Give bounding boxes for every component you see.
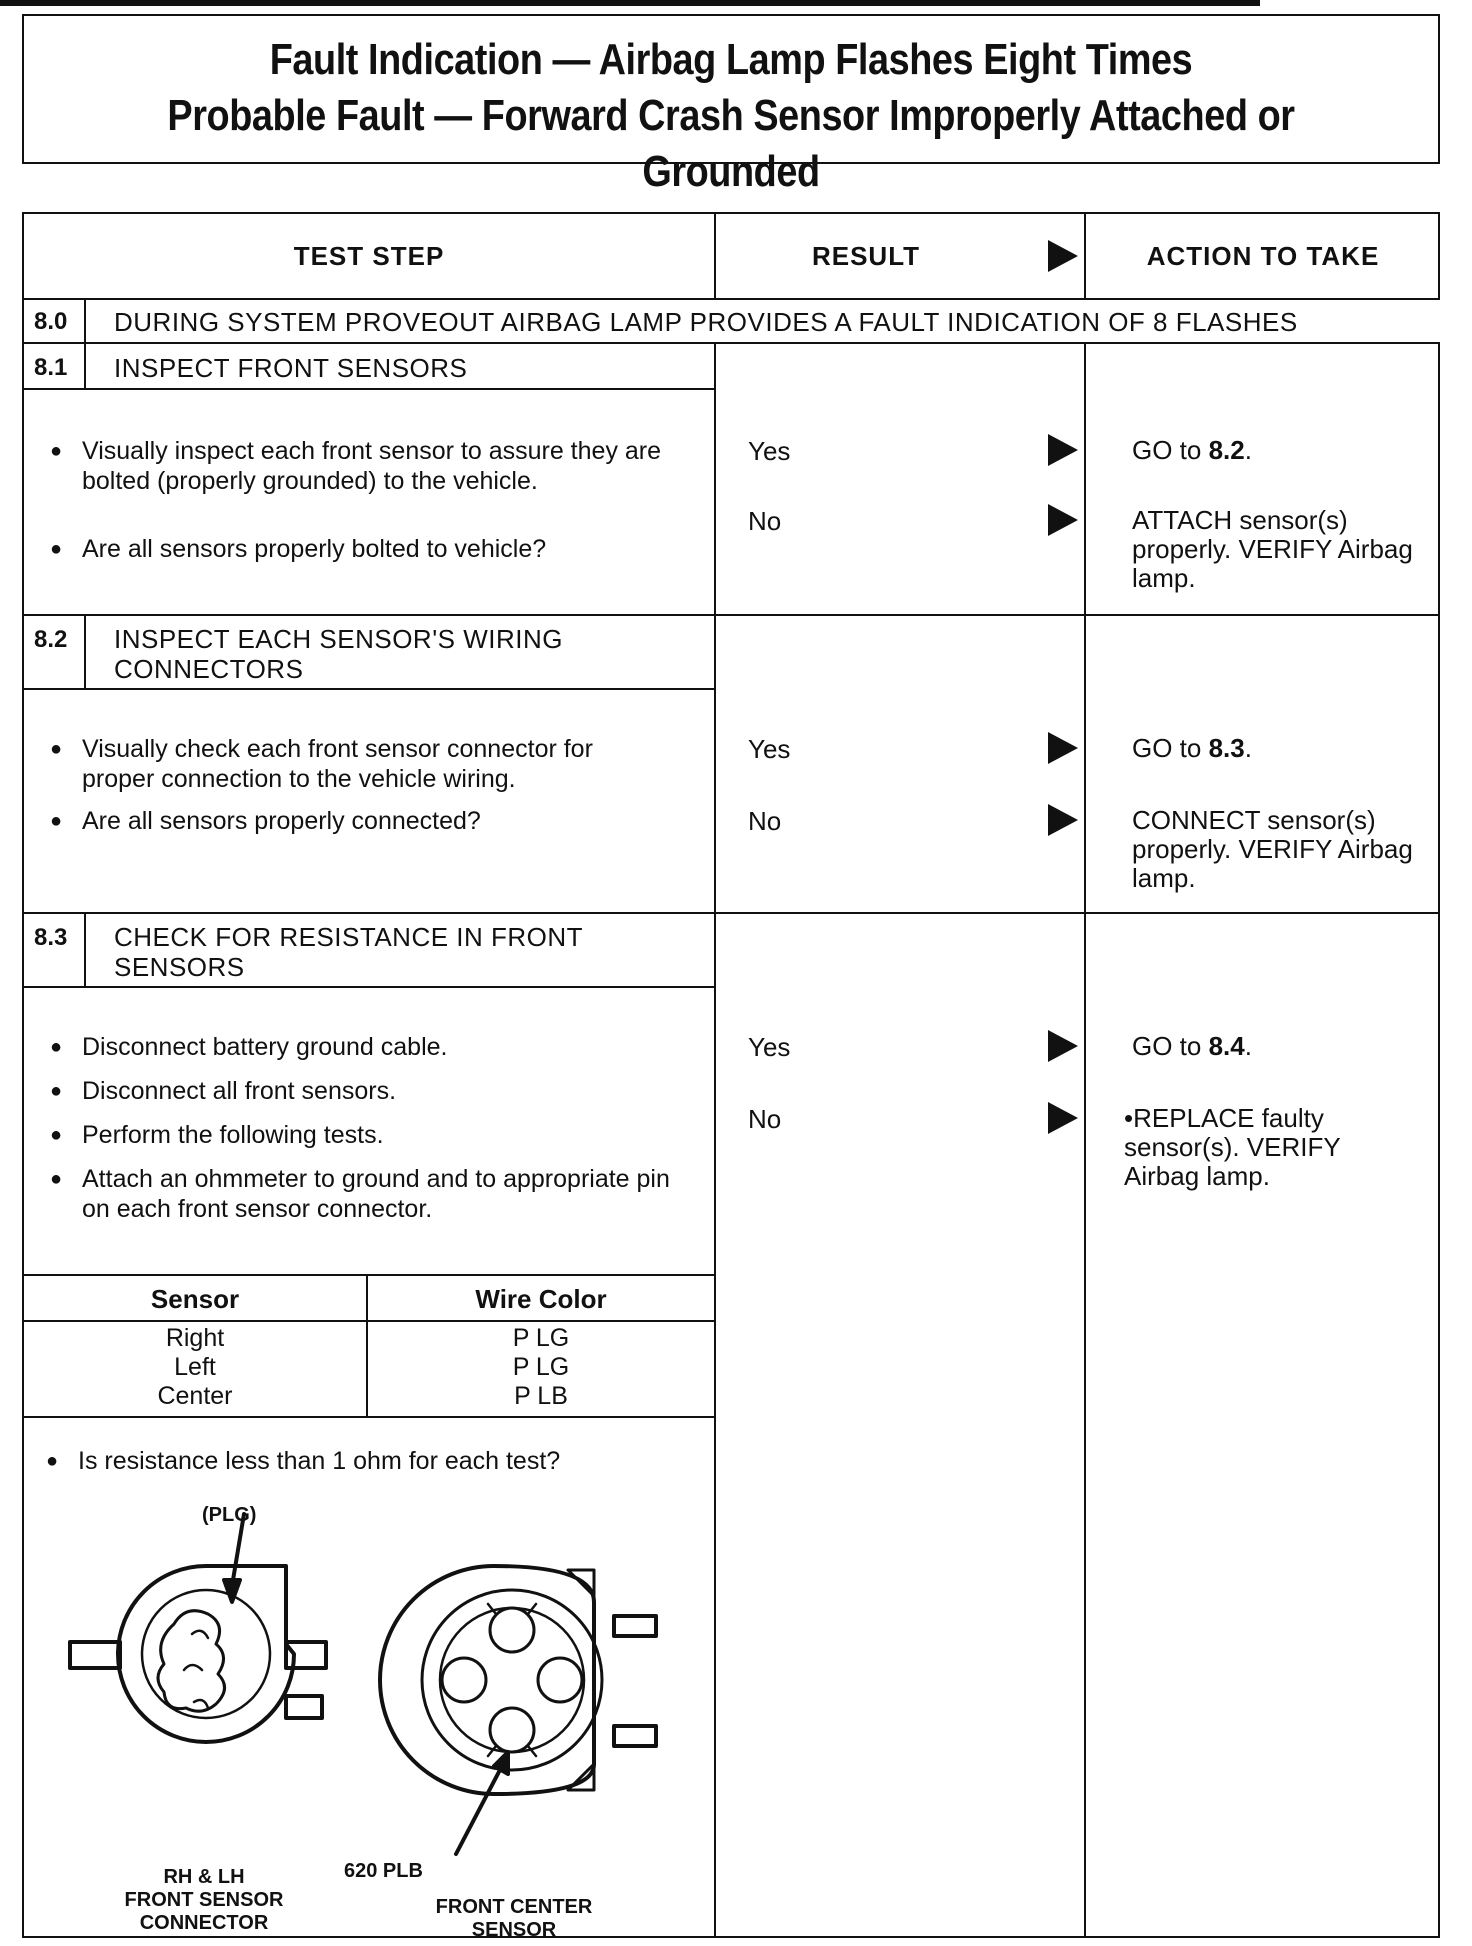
diagnostic-table	[22, 212, 1440, 1941]
step-8-1-yes-action-ref: 8.2	[1208, 435, 1245, 465]
step-8-2-num-divider	[84, 616, 86, 688]
rh-lh-connector-body-icon	[118, 1566, 294, 1742]
step-8-2-yes-action-suffix: .	[1244, 733, 1252, 763]
step-8-1-yes-action-suffix: .	[1244, 435, 1252, 465]
step-8-2-title: INSPECT EACH SENSOR'S WIRING CONNECTORS	[114, 624, 563, 684]
step-8-3-yes-action-suffix: .	[1244, 1031, 1252, 1061]
step-8-2-rule	[24, 912, 1440, 914]
step-8-3-yes-action	[1132, 1032, 1252, 1061]
step-8-1-result-yes: Yes	[748, 436, 791, 466]
step-8-3-bullet-1: ● Disconnect battery ground cable.	[50, 1032, 670, 1062]
step-8-3-title: CHECK FOR RESISTANCE IN FRONT SENSORS	[114, 922, 583, 982]
wire-table-sensor-left: Left	[174, 1353, 216, 1381]
rh-lh-caption-line-2: FRONT SENSOR	[124, 1889, 284, 1911]
wire-table-header-sensor: Sensor	[150, 1284, 240, 1314]
rh-lh-caption-line-3: CONNECTOR	[139, 1912, 269, 1934]
step-8-1-title: INSPECT FRONT SENSORS	[114, 353, 468, 383]
step-8-2-result-yes: Yes	[748, 734, 791, 764]
step-8-2-bullet-1: ● Visually check each front sensor connector for proper connection to the vehicle wiring.	[50, 734, 670, 794]
step-8-2-title-rule	[24, 688, 714, 690]
wire-table-bottom-rule	[24, 1416, 714, 1418]
header-arrow-icon	[1048, 240, 1078, 272]
step-8-2-bullet-2: ● Are all sensors properly connected?	[50, 806, 670, 836]
step-8-1-bullet-2: ● Are all sensors properly bolted to vehicle?	[50, 534, 670, 564]
sensor-connector-diagram	[24, 1484, 714, 1904]
header-action: ACTION TO TAKE	[1146, 240, 1380, 271]
col-divider-2	[1084, 214, 1086, 1936]
step-8-1-no-action: ATTACH sensor(s) properly. VERIFY Airbag lamp.	[1132, 505, 1413, 593]
col-divider-1	[714, 214, 716, 1936]
step-8-1-title-rule	[24, 388, 714, 390]
wire-table-wire-right: P LG	[512, 1324, 570, 1352]
step-8-3-bullet-3: ● Perform the following tests.	[50, 1120, 670, 1150]
fault-indication-title: Fault Indication — Airbag Lamp Flashes Eight Times	[269, 35, 1193, 84]
step-8-1-bullet-1: ● Visually inspect each front sensor to assure they are bolted (properly grounded) to the vehicle.	[50, 436, 670, 496]
step-8-1-yes-action	[1132, 436, 1252, 465]
step-8-2-number: 8.2	[34, 626, 68, 653]
top-rule	[0, 0, 1260, 6]
header-result: RESULT	[811, 240, 921, 271]
step-8-3-yes-arrow-icon	[1048, 1030, 1078, 1062]
plb-label: 620 PLB	[344, 1860, 423, 1882]
plg-label: (PLG)	[202, 1504, 257, 1526]
step-8-2-yes-action	[1132, 734, 1252, 763]
step-8-0-number: 8.0	[34, 308, 68, 335]
step-8-1-result-no: No	[748, 506, 782, 536]
step-8-2-no-action: CONNECT sensor(s) properly. VERIFY Airbag lamp.	[1132, 805, 1413, 893]
step-8-2-yes-arrow-icon	[1048, 732, 1078, 764]
step-8-3-title-rule	[24, 986, 714, 988]
wire-table-header-rule	[24, 1320, 714, 1322]
step-8-2-yes-action-prefix: GO to	[1132, 733, 1209, 763]
wire-table-wire-center: P LB	[514, 1382, 568, 1410]
step-8-2-yes-action-ref: 8.3	[1208, 733, 1245, 763]
header-test-step: TEST STEP	[293, 240, 445, 271]
step-8-2-result-no: No	[748, 806, 782, 836]
wire-table-header-wire: Wire Color	[475, 1284, 607, 1314]
step-8-3-bullet-4: ● Attach an ohmmeter to ground and to appropriate pin on each front sensor connector.	[50, 1164, 670, 1224]
step-8-3-yes-action-ref: 8.4	[1208, 1031, 1245, 1061]
step-8-3-no-arrow-icon	[1048, 1102, 1078, 1134]
step-8-3-num-divider	[84, 914, 86, 986]
probable-fault-title: Probable Fault — Forward Crash Sensor Improperly Attached or Grounded	[167, 91, 1295, 196]
step-8-3-bullet-5: ● Is resistance less than 1 ohm for each test?	[46, 1446, 686, 1476]
step-8-1-number: 8.1	[34, 354, 68, 381]
wire-table-sensor-right: Right	[165, 1324, 225, 1352]
step-8-3-number: 8.3	[34, 924, 68, 951]
step-8-0-num-divider	[84, 300, 86, 342]
step-8-0-text: DURING SYSTEM PROVEOUT AIRBAG LAMP PROVIDES A FAULT INDICATION OF 8 FLASHES	[114, 307, 1298, 337]
front-center-caption-line-2: SENSOR	[471, 1919, 557, 1941]
step-8-3-bullet-2: ● Disconnect all front sensors.	[50, 1076, 670, 1106]
wire-table-wire-left: P LG	[512, 1353, 570, 1381]
rh-lh-caption-line-1: RH & LH	[163, 1866, 245, 1888]
step-8-0-rule	[24, 342, 1440, 344]
step-8-2-no-arrow-icon	[1048, 804, 1078, 836]
step-8-3-result-no: No	[748, 1104, 782, 1134]
step-8-1-yes-action-prefix: GO to	[1132, 435, 1209, 465]
step-8-3-yes-action-prefix: GO to	[1132, 1031, 1209, 1061]
step-8-3-result-yes: Yes	[748, 1032, 791, 1062]
step-8-3-no-action: •REPLACE faulty sensor(s). VERIFY Airbag lamp.	[1124, 1103, 1341, 1191]
step-8-1-rule	[24, 614, 1440, 616]
rh-lh-caption	[84, 1866, 324, 1935]
step-8-1-yes-arrow-icon	[1048, 434, 1078, 466]
wire-table-top-rule	[24, 1274, 714, 1276]
front-center-caption-line-1: FRONT CENTER	[435, 1896, 593, 1918]
step-8-1-num-divider	[84, 344, 86, 388]
step-8-1-no-arrow-icon	[1048, 504, 1078, 536]
wire-table-sensor-center: Center	[157, 1382, 233, 1410]
front-center-caption	[404, 1896, 624, 1942]
title-box	[22, 14, 1440, 196]
